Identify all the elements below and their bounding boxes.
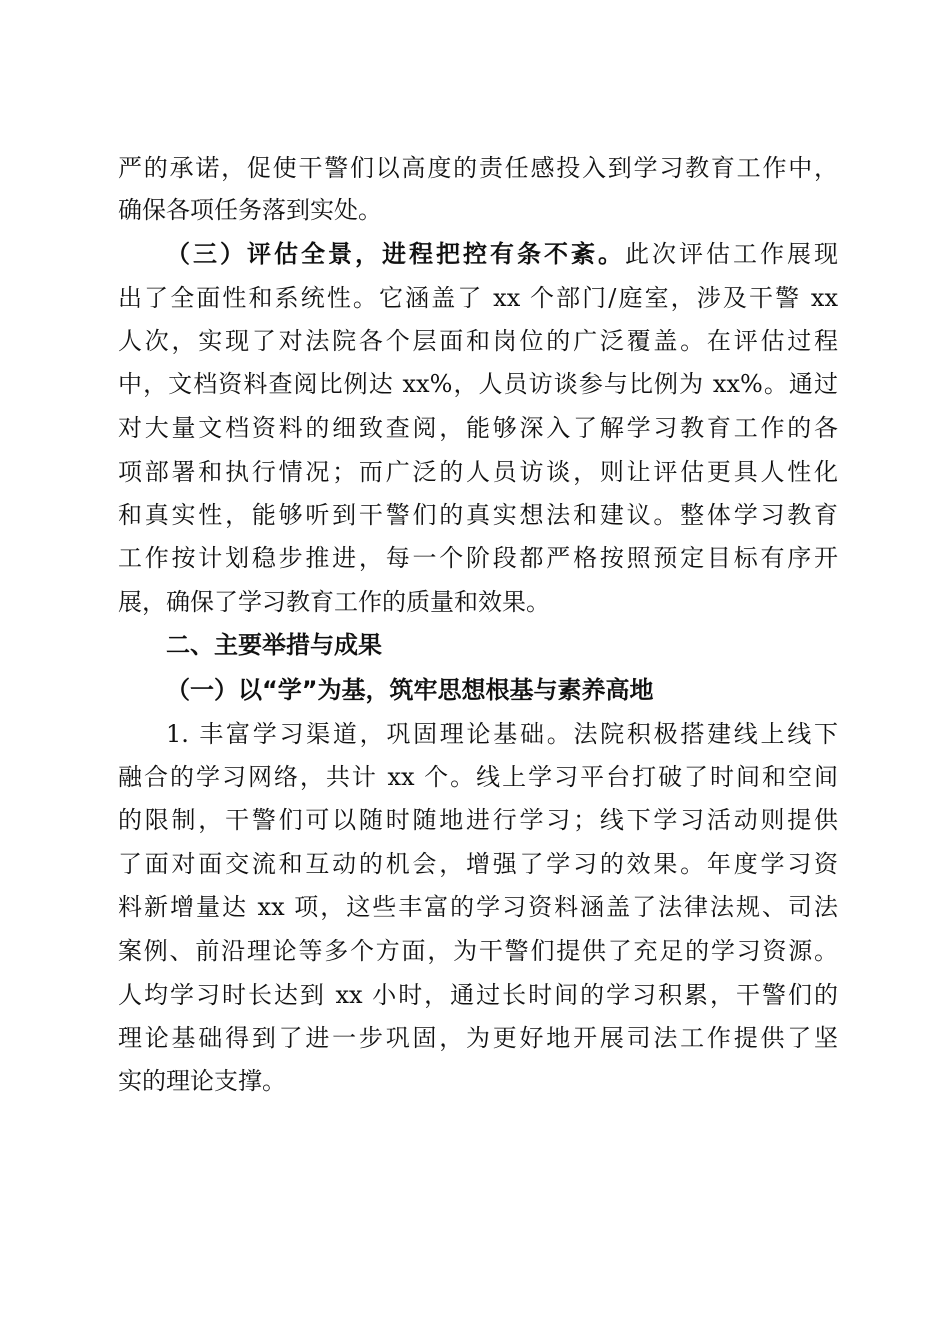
section-three-heading: （三）评估全景，进程把控有条不紊。: [166, 240, 625, 268]
body-line: 人次，实现了对法院各个层面和岗位的广泛覆盖。在评估过程: [118, 327, 838, 355]
body-line: 对大量文档资料的细致查阅，能够深入了解学习教育工作的各: [118, 414, 838, 442]
body-line: 实的理论支撑。: [118, 1067, 286, 1095]
sub-one-heading: （一）以“学”为基，筑牢思想根基与素养高地: [166, 676, 654, 704]
chapter-two-heading: 二、主要举措与成果: [166, 631, 382, 659]
body-line: 人均学习时长达到 xx 小时，通过长时间的学习积累，干警们的: [118, 981, 838, 1009]
body-line: 确保各项任务落到实处。: [118, 196, 382, 224]
body-line: 的限制，干警们可以随时随地进行学习；线下学习活动则提供: [118, 806, 838, 834]
body-line: 1. 丰富学习渠道，巩固理论基础。法院积极搭建线上线下: [166, 720, 838, 748]
body-line: 和真实性，能够听到干警们的真实想法和建议。整体学习教育: [118, 501, 838, 529]
body-line: 了面对面交流和互动的机会，增强了学习的效果。年度学习资: [118, 850, 838, 878]
body-line: 案例、前沿理论等多个方面，为干警们提供了充足的学习资源。: [118, 937, 838, 965]
body-line: 出了全面性和系统性。它涵盖了 xx 个部门/庭室，涉及干警 xx: [118, 284, 838, 312]
body-line: 料新增量达 xx 项，这些丰富的学习资料涵盖了法律法规、司法: [118, 893, 838, 921]
body-line: 融合的学习网络，共计 xx 个。线上学习平台打破了时间和空间: [118, 763, 838, 791]
body-line: 中，文档资料查阅比例达 xx%，人员访谈参与比例为 xx%。通过: [118, 370, 838, 398]
body-line: 项部署和执行情况；而广泛的人员访谈，则让评估更具人性化: [118, 458, 838, 486]
body-line: 理论基础得到了进一步巩固，为更好地开展司法工作提供了坚: [118, 1024, 838, 1052]
body-text: 此次评估工作展现: [625, 240, 838, 268]
body-line: 严的承诺，促使干警们以高度的责任感投入到学习教育工作中，: [118, 154, 838, 182]
body-line: 工作按计划稳步推进，每一个阶段都严格按照预定目标有序开: [118, 544, 838, 572]
body-line: 展，确保了学习教育工作的质量和效果。: [118, 588, 550, 616]
section-three-first-line: [166, 234, 838, 274]
